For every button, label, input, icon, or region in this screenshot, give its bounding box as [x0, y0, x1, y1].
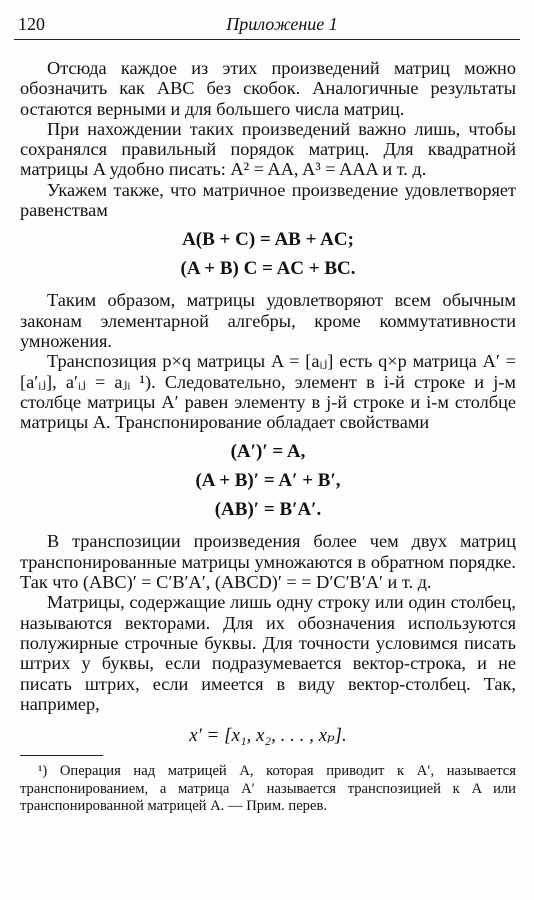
paragraph-algebra-laws: Таким образом, матрицы удовлетворяют всем обычным законам элементарной алгебры, кроме коммутативности умножения.	[20, 290, 516, 351]
formula-right-distributive: (A + B) C = AC + BC.	[180, 258, 356, 280]
paragraph-order: При нахождении таких произведений важно лишь, чтобы сохранялся правильный порядок матриц. Для квадратной матрицы A удобно писать: A² = AA, A³ = AAA и т. д.	[20, 118, 516, 180]
header-rule	[14, 39, 520, 40]
page-header	[16, 14, 518, 40]
formula-sum-transpose: (A + B)′ = A′ + B′,	[195, 470, 341, 492]
formula-left-distributive: A(B + C) = AB + AC;	[182, 229, 354, 251]
paragraph-vectors: Матрицы, содержащие лишь одну строку или один столбец, называются векторами. Для их обозначения используются полужирные строчные буквы. Для точности условимся писать штрих у буквы, если подразумевается вектор-строка, и не писать штрих, если имеется в виду вектор-столбец. Так, например,	[20, 592, 516, 714]
paragraph-product-transposition: В транспозиции произведения более чем двух матриц транспонированные матрицы умножаются в обратном порядке. Так что (ABC)′ = C′B′A′, (ABCD)′ = = D′C′B′A′ и т. д.	[20, 531, 516, 593]
paragraph-equalities-intro: Укажем также, что матричное произведение удовлетворяет равенствам	[20, 179, 516, 221]
paragraph-product-notation: Отсюда каждое из этих произведений матриц можно обозначить как ABC без скобок. Аналогичные результаты остаются верными и для большего числа матриц.	[20, 58, 516, 119]
paragraph-transposition: Транспозиция p×q матрицы A = [aᵢⱼ] есть q×p матрица A′ = [a′ᵢⱼ], a′ᵢⱼ = aⱼᵢ ¹). Следовательно, элемент в i-й строке и j-м столбце матрицы A′ равен элементу в j-й строке и i-м столбце матрицы A. Транспонирование обладает свойствами	[20, 351, 516, 433]
formula-double-transpose: (A′)′ = A,	[230, 441, 306, 463]
formula-product-transpose: (AB)′ = B′A′.	[214, 499, 322, 521]
formula-row-vector: x′ = [x₁, x₂, . . . , xₚ].	[189, 725, 347, 747]
page-body	[20, 58, 516, 815]
page-number: 120	[18, 14, 45, 34]
transpose-formulas	[20, 439, 516, 522]
footnote: ¹) Операция над матрицей A, которая приводит к A′, называется транспонированием, а матрица A′ называется транспозицией к A или транспонированной матрицей A. — Прим. перев.	[20, 763, 516, 814]
footnote-rule	[20, 755, 103, 756]
running-title: Приложение 1	[226, 14, 338, 34]
distributive-formulas	[20, 227, 516, 281]
